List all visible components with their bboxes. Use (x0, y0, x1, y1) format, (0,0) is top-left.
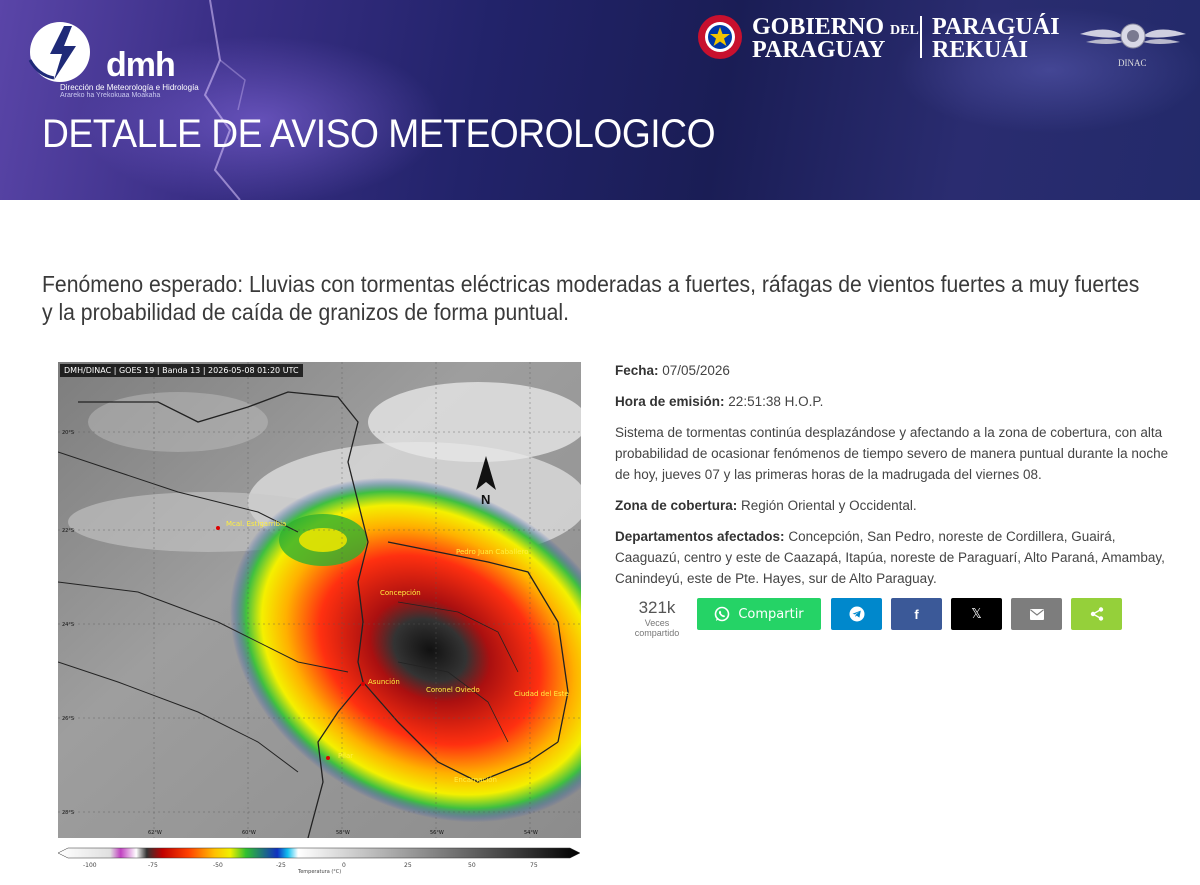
x-icon: 𝕏 (971, 606, 982, 621)
share-count-number: 321k (638, 598, 676, 617)
gov-line-2: PARAGUAY (752, 37, 886, 63)
brand-subtitle-guarani: Arareko ha Yrekokuaa Moakaha (60, 92, 161, 99)
lat-label: 26°S (62, 716, 75, 722)
telegram-icon (849, 606, 865, 622)
deptos-value: Concepción, San Pedro, noreste de Cordillera, Guairá, Caaguazú, centro y este de Caazapá, Itapúa, noreste de Paraguarí, Alto Paraná, Amambay, Canindeyú, este de Pte. Hayes, sur de Alto Paraguay. (615, 529, 1165, 586)
share-count-label-2: compartido (634, 628, 680, 638)
zona-row: Zona de cobertura: Región Oriental y Occidental. (615, 498, 917, 513)
gov-line-1: GOBIERNO DEL (752, 14, 919, 40)
share-count (621, 598, 693, 638)
city-coronel: Coronel Oviedo (426, 686, 480, 694)
share-bar (615, 598, 1175, 638)
temperature-scale (58, 844, 580, 874)
gov-divider (920, 16, 922, 58)
lon-label: 56°W (430, 830, 444, 836)
lat-label: 20°S (62, 430, 75, 436)
warning-details (615, 360, 1170, 599)
lon-label: 54°W (524, 830, 538, 836)
facebook-icon: f (914, 606, 919, 622)
scale-tick: 50 (468, 862, 476, 869)
city-pjc: Pedro Juan Caballero (456, 548, 529, 556)
city-mcal: Mcal. Estigarribia (226, 520, 287, 528)
lat-label: 22°S (62, 528, 75, 534)
temperature-colorbar (58, 844, 580, 862)
email-share-button[interactable] (1011, 598, 1062, 630)
lon-label: 58°W (336, 830, 350, 836)
deptos-row: Departamentos afectados: Concepción, San Pedro, noreste de Cordillera, Guairá, Caaguazú, centro y este de Caazapá, Itapúa, noreste de Paraguarí, Alto Paraná, Amambay, Canindeyú, este de Pte. Hayes, sur de Alto Paraguay. (615, 529, 1165, 586)
lon-label: 60°W (242, 830, 256, 836)
description: Sistema de tormentas continúa desplazándose y afectando a la zona de cobertura, con alta probabilidad de ocasionar fenómenos de tiempo severo de manera puntual durante la noche de hoy, jueves 07 y las primeras horas de la madrugada del viernes 08. (615, 425, 1169, 482)
scale-tick: -100 (83, 862, 97, 869)
page-title: DETALLE DE AVISO METEOROLOGICO (42, 112, 716, 156)
share-count-label: Veces (644, 618, 670, 628)
gov-line-4: REKUÁI (932, 37, 1029, 63)
fecha-value: 07/05/2026 (662, 363, 730, 378)
city-concepcion: Concepción (380, 589, 421, 597)
scale-tick: -75 (148, 862, 158, 869)
share-icon (1090, 607, 1104, 621)
scale-tick: 25 (404, 862, 412, 869)
scale-tick: 0 (342, 862, 346, 869)
city-pilar: Pilar (338, 752, 354, 760)
whatsapp-share-label: Compartir (738, 606, 804, 622)
scale-tick: -50 (213, 862, 223, 869)
dmh-logo[interactable] (24, 20, 204, 102)
hora-row: Hora de emisión: 22:51:38 H.O.P. (615, 394, 824, 409)
email-icon (1030, 609, 1044, 620)
header-banner (0, 0, 1200, 200)
brand-subtitle: Dirección de Meteorología e Hidrología (60, 83, 199, 92)
facebook-share-button[interactable] (891, 598, 942, 630)
gov-line-3: PARAGUÁI (932, 14, 1060, 40)
phenomenon-headline: Fenómeno esperado: Lluvias con tormentas eléctricas moderadas a fuertes, ráfagas de vientos fuertes a muy fuertes y la probabilidad de caída de granizos de forma puntual. (42, 271, 1140, 325)
scale-tick: 75 (530, 862, 538, 869)
scale-tick: -25 (276, 862, 286, 869)
lon-label: 62°W (148, 830, 162, 836)
lat-label: 24°S (62, 622, 75, 628)
dinac-label: DINAC (1118, 58, 1147, 68)
x-share-button[interactable] (951, 598, 1002, 630)
dinac-logo[interactable] (1078, 14, 1188, 68)
satellite-image (58, 362, 581, 838)
map-header: DMH/DINAC | GOES 19 | Banda 13 | 2026-05-08 01:20 UTC (60, 364, 303, 377)
brand-name: dmh (106, 46, 175, 84)
dmh-logo-icon (24, 20, 104, 84)
north-label: N (481, 492, 491, 507)
city-cde: Ciudad del Este (514, 690, 569, 698)
telegram-share-button[interactable] (831, 598, 882, 630)
city-asuncion: Asunción (368, 678, 400, 686)
lat-label: 28°S (62, 810, 75, 816)
gobierno-logo[interactable] (694, 12, 1064, 62)
dinac-wings-icon (1078, 14, 1188, 58)
hora-value: 22:51:38 H.O.P. (728, 394, 824, 409)
more-share-button[interactable] (1071, 598, 1122, 630)
whatsapp-share-button[interactable] (697, 598, 821, 630)
satellite-map[interactable] (58, 362, 581, 838)
fecha-row: Fecha: 07/05/2026 (615, 363, 730, 378)
whatsapp-icon (714, 606, 730, 622)
city-encarnacion: Encarnación (454, 776, 497, 784)
zona-value: Región Oriental y Occidental. (741, 498, 917, 513)
paraguay-seal-icon (694, 12, 746, 62)
scale-title: Temperatura (°C) (298, 869, 342, 875)
